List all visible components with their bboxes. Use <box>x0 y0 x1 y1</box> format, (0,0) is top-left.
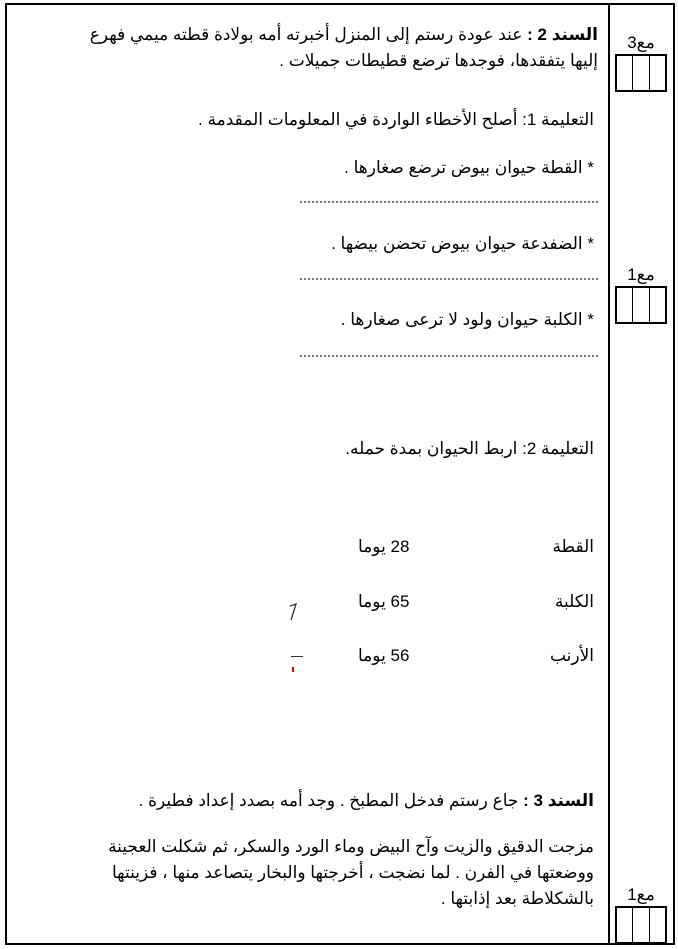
duration-56[interactable]: 56 يوما <box>358 646 410 665</box>
stray-red-mark <box>292 667 294 672</box>
score-grid-1[interactable] <box>615 54 667 92</box>
stray-pen-mark-icon <box>288 603 302 623</box>
score-box-1 <box>615 32 667 92</box>
score-box-3 <box>615 884 667 944</box>
statement-1: * القطة حيوان بيوض ترضع صغارها . <box>344 158 594 177</box>
sanad2-line1: عند عودة رستم إلى المنزل أخبرته أمه بولادة قطته ميمي فهرع <box>89 25 523 44</box>
duration-65[interactable]: 65 يوما <box>358 592 410 611</box>
sanad2-line2: إليها يتفقدها، فوجدها ترضع قطيطات جميلات . <box>279 51 598 70</box>
sanad2-label: السند 2 : <box>527 25 598 44</box>
sanad3-heading <box>139 788 594 814</box>
duration-28[interactable]: 28 يوما <box>358 537 410 556</box>
sanad3-para-line2: ووضعتها في الفرن . لما نضجت ، أخرجتها والبخار يتصاعد منها ، فزينتها <box>111 863 594 882</box>
score-label-1: مع3 <box>627 33 655 52</box>
sanad2-paragraph <box>23 22 598 74</box>
animal-cat[interactable]: القطة <box>552 537 594 556</box>
sanad3-para-line1: مزجت الدقيق والزيت وآح البيض وماء الورد والسكر، ثم شكلت العجينة <box>108 837 594 856</box>
instruction2-title: التعليمة 2: اربط الحيوان بمدة حمله. <box>345 439 594 458</box>
sanad3-line1: جاع رستم فدخل المطبخ . وجد أمه بصدد إعداد فطيرة . <box>138 791 519 810</box>
sanad3-paragraph <box>19 834 594 912</box>
answer-line-1[interactable] <box>300 199 598 203</box>
answer-line-3[interactable] <box>300 353 598 357</box>
score-margin-column <box>608 3 675 945</box>
stray-dash-mark <box>291 656 303 657</box>
sanad3-label: السند 3 : <box>523 791 594 810</box>
instruction1-title: التعليمة 1: أصلح الأخطاء الواردة في المعلومات المقدمة . <box>198 110 594 129</box>
statement-2: * الضفدعة حيوان بيوض تحضن بيضها . <box>331 234 594 253</box>
answer-line-2[interactable] <box>300 276 598 280</box>
score-label-3: مع1 <box>627 885 655 904</box>
statement-3: * الكلبة حيوان ولود لا ترعى صغارها . <box>340 310 594 329</box>
score-label-2: مع1 <box>627 265 655 284</box>
score-grid-2[interactable] <box>615 286 667 324</box>
animal-dog[interactable]: الكلبة <box>554 592 594 611</box>
score-box-2 <box>615 264 667 324</box>
animal-rabbit[interactable]: الأرنب <box>549 646 594 665</box>
score-grid-3[interactable] <box>615 906 667 944</box>
sanad3-para-line3: بالشكلاطة بعد إذابتها . <box>440 889 594 908</box>
